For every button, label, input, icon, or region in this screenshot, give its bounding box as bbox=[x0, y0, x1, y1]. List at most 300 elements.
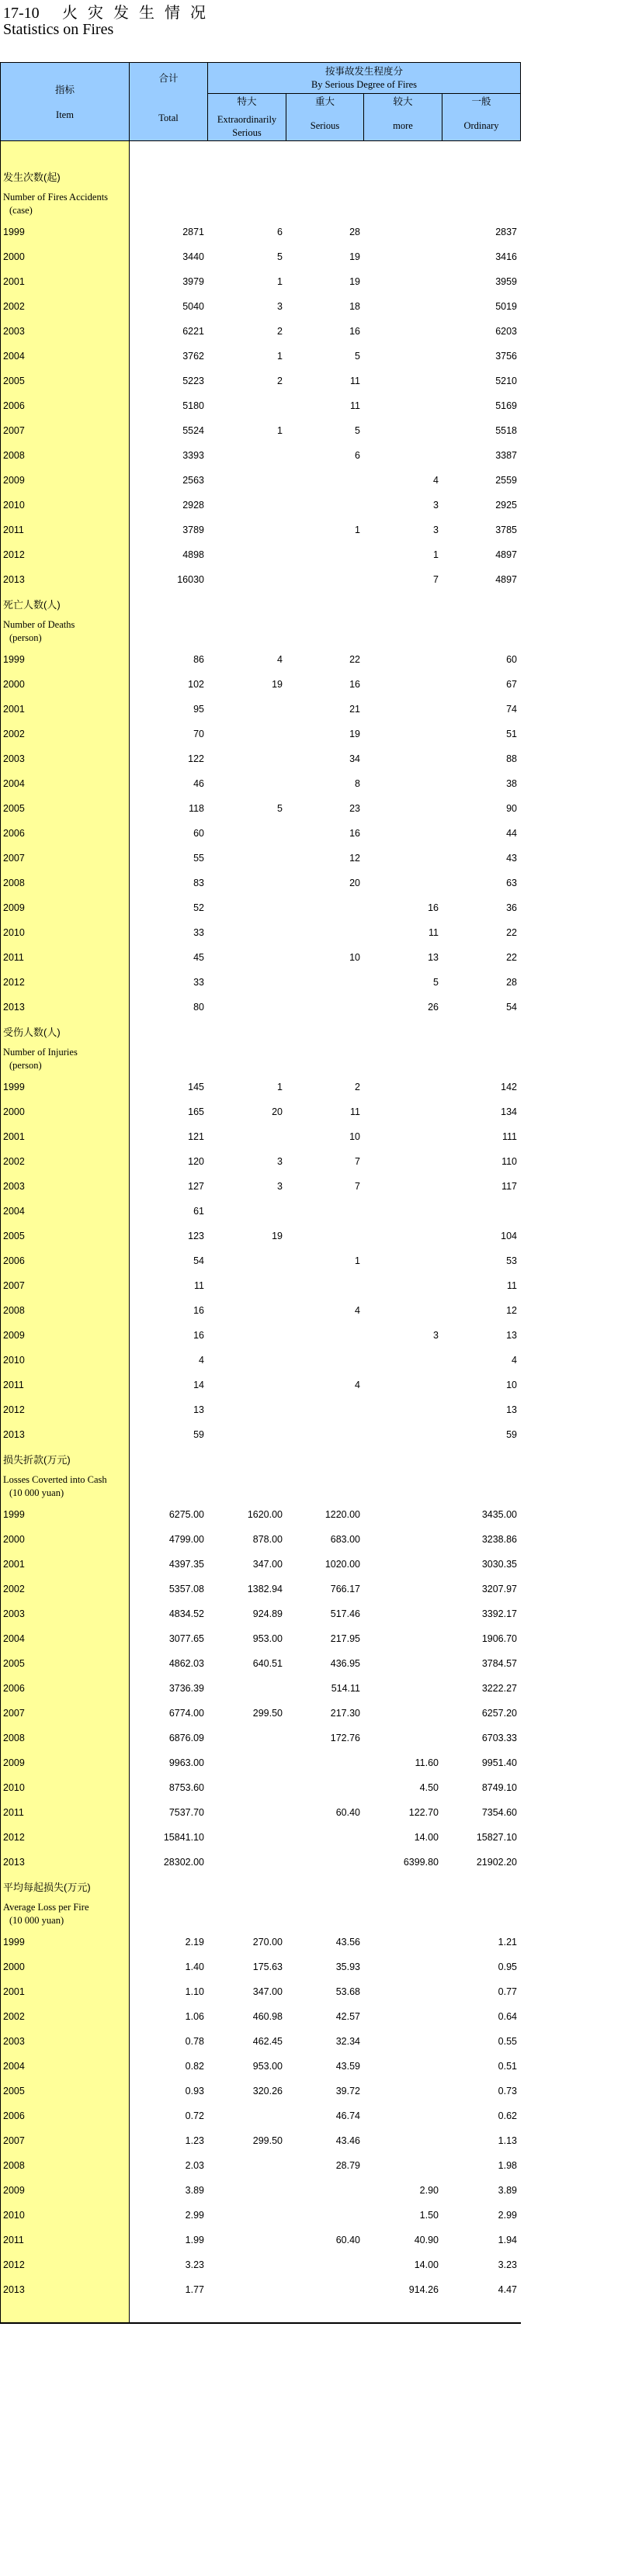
table-row bbox=[0, 244, 521, 269]
serious-cell: 5 bbox=[355, 351, 360, 362]
header-group-chinese: 按事故发生程度分 bbox=[324, 66, 403, 77]
ordinary-cell: 0.77 bbox=[498, 1986, 517, 1997]
serious-cell bbox=[286, 1422, 364, 1447]
serious-cell: 6 bbox=[355, 450, 360, 461]
year-cell: 2009 bbox=[3, 2185, 25, 2196]
serious-cell: 1 bbox=[355, 1255, 360, 1266]
more-cell bbox=[364, 1601, 442, 1626]
year-cell: 1999 bbox=[3, 654, 25, 665]
total-cell: 0.93 bbox=[185, 2086, 204, 2096]
ordinary-cell: 15827.10 bbox=[476, 1832, 517, 1843]
ordinary-cell: 6257.20 bbox=[481, 1708, 517, 1719]
table-row bbox=[0, 821, 521, 846]
header-ordinary bbox=[442, 94, 521, 141]
year-cell: 2001 bbox=[3, 704, 25, 715]
ordinary-cell: 3416 bbox=[495, 251, 517, 262]
serious-cell: 23 bbox=[349, 803, 360, 814]
ordinary-cell: 43 bbox=[506, 853, 517, 864]
total-cell: 122 bbox=[188, 753, 204, 764]
total-cell: 33 bbox=[193, 927, 204, 938]
year-cell: 2013 bbox=[3, 574, 25, 585]
header-total bbox=[130, 63, 208, 141]
more-cell bbox=[364, 647, 442, 672]
more-cell bbox=[364, 2103, 442, 2128]
serious-cell: 43.56 bbox=[335, 1937, 360, 1948]
ordinary-cell: 0.73 bbox=[498, 2086, 517, 2096]
total-cell: 4834.52 bbox=[168, 1608, 204, 1619]
serious-cell: 217.95 bbox=[330, 1633, 360, 1644]
serious-cell: 5 bbox=[355, 425, 360, 436]
total-cell: 7537.70 bbox=[168, 1807, 204, 1818]
ordinary-cell: 4 bbox=[512, 1355, 517, 1366]
total-cell: 3979 bbox=[182, 276, 204, 287]
total-cell: 11 bbox=[194, 1280, 204, 1291]
ordinary-cell: 3785 bbox=[495, 525, 517, 535]
serious-cell: 11 bbox=[350, 400, 360, 411]
ordinary-cell: 60 bbox=[506, 654, 517, 665]
extraordinarily-serious-cell bbox=[208, 771, 286, 796]
serious-cell: 514.11 bbox=[331, 1683, 360, 1694]
ordinary-cell: 111 bbox=[501, 1131, 517, 1142]
more-cell bbox=[364, 1577, 442, 1601]
total-cell: 4397.35 bbox=[168, 1559, 204, 1570]
header-column-english: more bbox=[393, 120, 413, 131]
more-cell bbox=[364, 1502, 442, 1527]
more-cell bbox=[364, 821, 442, 846]
year-cell: 2007 bbox=[3, 2135, 25, 2146]
serious-cell bbox=[286, 468, 364, 493]
table-body bbox=[0, 141, 521, 2324]
serious-cell bbox=[286, 567, 364, 592]
section-title: 受伤人数(人) bbox=[3, 1027, 61, 1038]
total-cell: 13 bbox=[193, 1404, 204, 1415]
year-cell: 2002 bbox=[3, 729, 25, 739]
table-row bbox=[0, 1224, 521, 1248]
serious-cell: 43.46 bbox=[335, 2135, 360, 2146]
table-row bbox=[0, 1373, 521, 1397]
ordinary-cell: 3756 bbox=[495, 351, 517, 362]
more-cell bbox=[364, 2054, 442, 2079]
header-item bbox=[0, 63, 130, 141]
more-cell: 16 bbox=[428, 902, 439, 913]
year-cell: 2011 bbox=[3, 2235, 24, 2245]
table-row bbox=[0, 1651, 521, 1676]
ordinary-cell: 3238.86 bbox=[481, 1534, 517, 1545]
extraordinarily-serious-cell bbox=[208, 2252, 286, 2277]
extraordinarily-serious-cell bbox=[208, 567, 286, 592]
more-cell bbox=[364, 1273, 442, 1298]
section-losses bbox=[0, 1447, 521, 1875]
year-cell: 2008 bbox=[3, 878, 25, 888]
ordinary-cell: 51 bbox=[506, 729, 517, 739]
table-row bbox=[0, 294, 521, 319]
more-cell bbox=[364, 2004, 442, 2029]
total-cell: 33 bbox=[193, 977, 204, 988]
extraordinarily-serious-cell bbox=[208, 1323, 286, 1348]
more-cell: 13 bbox=[428, 952, 439, 963]
more-cell bbox=[364, 1099, 442, 1124]
more-cell bbox=[364, 393, 442, 418]
header-column-chinese: 较大 bbox=[393, 96, 413, 107]
serious-cell: 1 bbox=[355, 525, 360, 535]
ordinary-cell: 2925 bbox=[495, 500, 517, 511]
table-row bbox=[0, 1298, 521, 1323]
section-english-name: Number of Injuries bbox=[3, 1047, 78, 1058]
ordinary-cell: 6703.33 bbox=[481, 1733, 517, 1743]
year-cell: 2004 bbox=[3, 778, 25, 789]
table-row bbox=[0, 1124, 521, 1149]
year-cell: 2012 bbox=[3, 1404, 25, 1415]
header-total-chinese: 合计 bbox=[158, 73, 179, 84]
ordinary-cell: 13 bbox=[506, 1330, 517, 1341]
table-row bbox=[0, 1955, 521, 1979]
extraordinarily-serious-cell: 5 bbox=[277, 251, 283, 262]
total-cell: 5524 bbox=[182, 425, 204, 436]
ordinary-cell: 0.64 bbox=[498, 2011, 517, 2022]
extraordinarily-serious-cell bbox=[208, 1199, 286, 1224]
serious-cell: 7 bbox=[355, 1156, 360, 1167]
header-column-english: Extraordinarily Serious bbox=[217, 113, 277, 138]
year-cell: 2006 bbox=[3, 400, 25, 411]
year-cell: 2009 bbox=[3, 475, 25, 486]
table-row bbox=[0, 567, 521, 592]
section-unit: (person) bbox=[9, 632, 42, 643]
total-cell: 9963.00 bbox=[168, 1757, 204, 1768]
table-row bbox=[0, 468, 521, 493]
more-cell bbox=[364, 1422, 442, 1447]
total-cell: 70 bbox=[193, 729, 204, 739]
table-row bbox=[0, 418, 521, 443]
extraordinarily-serious-cell bbox=[208, 2228, 286, 2252]
ordinary-cell: 2837 bbox=[495, 227, 517, 237]
extraordinarily-serious-cell bbox=[208, 945, 286, 970]
extraordinarily-serious-cell bbox=[208, 443, 286, 468]
ordinary-cell: 3959 bbox=[495, 276, 517, 287]
year-cell: 2003 bbox=[3, 2036, 25, 2047]
table-row bbox=[0, 1397, 521, 1422]
ordinary-cell: 117 bbox=[501, 1181, 517, 1192]
section-unit: (person) bbox=[9, 1060, 42, 1071]
ordinary-cell: 3.89 bbox=[498, 2185, 517, 2196]
total-cell: 46 bbox=[193, 778, 204, 789]
table-row bbox=[0, 393, 521, 418]
total-cell: 3077.65 bbox=[168, 1633, 204, 1644]
total-cell: 3736.39 bbox=[168, 1683, 204, 1694]
table-row bbox=[0, 1800, 521, 1825]
total-cell: 3789 bbox=[182, 525, 204, 535]
section-english-name: Number of Deaths bbox=[3, 619, 75, 630]
year-cell: 2009 bbox=[3, 1330, 25, 1341]
total-cell: 54 bbox=[193, 1255, 204, 1266]
table-row bbox=[0, 1273, 521, 1298]
total-cell: 80 bbox=[193, 1002, 204, 1013]
year-cell: 2000 bbox=[3, 1106, 25, 1117]
year-cell: 2007 bbox=[3, 1280, 25, 1291]
ordinary-cell: 2.99 bbox=[498, 2210, 517, 2221]
year-cell: 2012 bbox=[3, 2259, 25, 2270]
year-cell: 2011 bbox=[3, 952, 24, 963]
section-deaths bbox=[0, 592, 521, 1020]
more-cell bbox=[364, 697, 442, 722]
table-row bbox=[0, 722, 521, 746]
year-cell: 2002 bbox=[3, 1584, 25, 1594]
extraordinarily-serious-cell bbox=[208, 920, 286, 945]
table-row bbox=[0, 2203, 521, 2228]
year-cell: 2005 bbox=[3, 803, 25, 814]
ordinary-cell: 110 bbox=[501, 1156, 517, 1167]
extraordinarily-serious-cell bbox=[208, 970, 286, 995]
extraordinarily-serious-cell: 2 bbox=[277, 326, 283, 337]
table-row bbox=[0, 895, 521, 920]
ordinary-cell: 21902.20 bbox=[476, 1857, 517, 1868]
extraordinarily-serious-cell bbox=[208, 542, 286, 567]
table-row bbox=[0, 2228, 521, 2252]
section-unit: (case) bbox=[9, 205, 33, 216]
extraordinarily-serious-cell: 20 bbox=[272, 1106, 283, 1117]
year-cell: 2009 bbox=[3, 902, 25, 913]
ordinary-cell: 3387 bbox=[495, 450, 517, 461]
serious-cell: 53.68 bbox=[335, 1986, 360, 1997]
table-row bbox=[0, 2252, 521, 2277]
serious-cell bbox=[286, 2203, 364, 2228]
total-cell: 1.10 bbox=[185, 1986, 204, 1997]
section-english-name: Losses Coverted into Cash bbox=[3, 1474, 107, 1485]
more-cell bbox=[364, 1552, 442, 1577]
extraordinarily-serious-cell bbox=[208, 995, 286, 1020]
serious-cell bbox=[286, 970, 364, 995]
table-number: 17-10 bbox=[3, 5, 40, 22]
extraordinarily-serious-cell bbox=[208, 393, 286, 418]
table-header bbox=[0, 62, 521, 141]
total-cell: 0.78 bbox=[185, 2036, 204, 2047]
header-extraordinarily-serious bbox=[208, 94, 286, 141]
more-cell: 5 bbox=[433, 977, 439, 988]
total-cell: 1.06 bbox=[185, 2011, 204, 2022]
fires-statistics-table bbox=[0, 62, 521, 2324]
extraordinarily-serious-cell bbox=[208, 518, 286, 542]
extraordinarily-serious-cell bbox=[208, 1825, 286, 1850]
extraordinarily-serious-cell: 640.51 bbox=[252, 1658, 283, 1669]
year-cell: 2003 bbox=[3, 753, 25, 764]
table-row bbox=[0, 1099, 521, 1124]
ordinary-cell: 44 bbox=[506, 828, 517, 839]
serious-cell: 11 bbox=[350, 1106, 360, 1117]
more-cell bbox=[364, 1651, 442, 1676]
extraordinarily-serious-cell bbox=[208, 1726, 286, 1750]
serious-cell: 22 bbox=[349, 654, 360, 665]
more-cell: 4 bbox=[433, 475, 439, 486]
section-title: 平均每起损失(万元) bbox=[3, 1882, 91, 1893]
table-row bbox=[0, 1149, 521, 1174]
extraordinarily-serious-cell bbox=[208, 1348, 286, 1373]
ordinary-cell: 6203 bbox=[495, 326, 517, 337]
ordinary-cell: 12 bbox=[506, 1305, 517, 1316]
section-injuries bbox=[0, 1020, 521, 1447]
table-row bbox=[0, 493, 521, 518]
section-unit: (10 000 yuan) bbox=[9, 1915, 64, 1926]
more-cell: 11.60 bbox=[415, 1757, 439, 1768]
table-row bbox=[0, 920, 521, 945]
total-cell: 2563 bbox=[182, 475, 204, 486]
serious-cell: 11 bbox=[350, 376, 360, 386]
more-cell bbox=[364, 2029, 442, 2054]
extraordinarily-serious-cell: 19 bbox=[272, 679, 283, 690]
table-row bbox=[0, 369, 521, 393]
year-cell: 2007 bbox=[3, 853, 25, 864]
year-cell: 2013 bbox=[3, 1429, 25, 1440]
serious-cell: 10 bbox=[349, 1131, 360, 1142]
table-row bbox=[0, 945, 521, 970]
year-cell: 2005 bbox=[3, 1231, 25, 1241]
extraordinarily-serious-cell: 3 bbox=[277, 1156, 283, 1167]
total-cell: 5223 bbox=[182, 376, 204, 386]
section-unit: (10 000 yuan) bbox=[9, 1487, 64, 1498]
more-cell bbox=[364, 1626, 442, 1651]
serious-cell: 10 bbox=[349, 952, 360, 963]
table-row bbox=[0, 1174, 521, 1199]
year-cell: 2005 bbox=[3, 1658, 25, 1669]
table-row bbox=[0, 2103, 521, 2128]
total-cell: 6876.09 bbox=[168, 1733, 204, 1743]
ordinary-cell: 53 bbox=[506, 1255, 517, 1266]
extraordinarily-serious-cell: 1620.00 bbox=[247, 1509, 283, 1520]
total-cell: 83 bbox=[193, 878, 204, 888]
total-cell: 14 bbox=[193, 1380, 204, 1390]
extraordinarily-serious-cell: 1 bbox=[277, 425, 283, 436]
header-item-chinese: 指标 bbox=[54, 85, 75, 95]
more-cell bbox=[364, 1298, 442, 1323]
ordinary-cell: 3222.27 bbox=[481, 1683, 517, 1694]
more-cell bbox=[364, 220, 442, 244]
header-column-english: Ordinary bbox=[463, 120, 499, 131]
table-row bbox=[0, 2277, 521, 2302]
total-cell: 16 bbox=[193, 1330, 204, 1341]
section-english-label bbox=[0, 618, 521, 647]
serious-cell: 20 bbox=[349, 878, 360, 888]
table-row bbox=[0, 1825, 521, 1850]
more-cell bbox=[364, 1248, 442, 1273]
serious-cell: 46.74 bbox=[335, 2110, 360, 2121]
more-cell: 11 bbox=[429, 927, 439, 938]
year-cell: 2010 bbox=[3, 927, 25, 938]
table-row bbox=[0, 1199, 521, 1224]
table-row bbox=[0, 2128, 521, 2153]
year-cell: 2012 bbox=[3, 977, 25, 988]
ordinary-cell: 74 bbox=[506, 704, 517, 715]
total-cell: 59 bbox=[193, 1429, 204, 1440]
year-cell: 2005 bbox=[3, 2086, 25, 2096]
extraordinarily-serious-cell bbox=[208, 468, 286, 493]
table-title-chinese: 火灾发生情况 bbox=[62, 5, 216, 22]
table-row bbox=[0, 2178, 521, 2203]
more-cell bbox=[364, 1373, 442, 1397]
serious-cell: 8 bbox=[355, 778, 360, 789]
table-row bbox=[0, 1422, 521, 1447]
year-cell: 2001 bbox=[3, 1986, 25, 1997]
serious-cell bbox=[286, 1273, 364, 1298]
ordinary-cell: 8749.10 bbox=[481, 1782, 517, 1793]
ordinary-cell: 22 bbox=[506, 952, 517, 963]
ordinary-cell: 3392.17 bbox=[481, 1608, 517, 1619]
year-cell: 2003 bbox=[3, 1181, 25, 1192]
table-row bbox=[0, 1626, 521, 1651]
total-cell: 2.19 bbox=[185, 1937, 204, 1948]
total-cell: 4 bbox=[199, 1355, 204, 1366]
more-cell bbox=[364, 722, 442, 746]
table-row bbox=[0, 1850, 521, 1875]
extraordinarily-serious-cell bbox=[208, 1676, 286, 1701]
extraordinarily-serious-cell bbox=[208, 846, 286, 871]
more-cell bbox=[364, 1174, 442, 1199]
table-title bbox=[3, 5, 216, 22]
ordinary-cell: 1.13 bbox=[498, 2135, 517, 2146]
section-english-label bbox=[0, 1473, 521, 1502]
ordinary-cell: 22 bbox=[506, 927, 517, 938]
more-cell bbox=[364, 319, 442, 344]
total-cell: 118 bbox=[189, 803, 204, 814]
total-cell: 4799.00 bbox=[168, 1534, 204, 1545]
serious-cell: 436.95 bbox=[330, 1658, 360, 1669]
serious-cell: 19 bbox=[349, 276, 360, 287]
serious-cell: 16 bbox=[349, 326, 360, 337]
ordinary-cell: 67 bbox=[506, 679, 517, 690]
ordinary-cell: 4.47 bbox=[498, 2284, 517, 2295]
total-cell: 16030 bbox=[177, 574, 204, 585]
extraordinarily-serious-cell bbox=[208, 1298, 286, 1323]
more-cell: 40.90 bbox=[414, 2235, 439, 2245]
total-cell: 4862.03 bbox=[168, 1658, 204, 1669]
ordinary-cell: 0.62 bbox=[498, 2110, 517, 2121]
year-cell: 2003 bbox=[3, 326, 25, 337]
header-column-chinese: 重大 bbox=[314, 96, 335, 107]
ordinary-cell bbox=[442, 1199, 521, 1224]
header-column-chinese: 特大 bbox=[237, 96, 257, 107]
extraordinarily-serious-cell bbox=[208, 871, 286, 895]
total-cell: 60 bbox=[193, 828, 204, 839]
more-cell: 914.26 bbox=[408, 2284, 439, 2295]
table-row bbox=[0, 269, 521, 294]
section-english-label bbox=[0, 1045, 521, 1075]
serious-cell: 517.46 bbox=[330, 1608, 360, 1619]
total-cell: 3762 bbox=[182, 351, 204, 362]
more-cell bbox=[364, 1124, 442, 1149]
more-cell: 14.00 bbox=[414, 2259, 439, 2270]
extraordinarily-serious-cell bbox=[208, 2153, 286, 2178]
more-cell bbox=[364, 1701, 442, 1726]
serious-cell bbox=[286, 1199, 364, 1224]
more-cell: 1.50 bbox=[419, 2210, 439, 2221]
table-row bbox=[0, 1323, 521, 1348]
year-cell: 1999 bbox=[3, 1937, 25, 1948]
total-cell: 8753.60 bbox=[168, 1782, 204, 1793]
total-cell: 120 bbox=[188, 1156, 204, 1167]
table-row bbox=[0, 220, 521, 244]
year-cell: 2008 bbox=[3, 1305, 25, 1316]
ordinary-cell: 1906.70 bbox=[481, 1633, 517, 1644]
year-cell: 2004 bbox=[3, 1633, 25, 1644]
table-row bbox=[0, 697, 521, 722]
more-cell bbox=[364, 1930, 442, 1955]
serious-cell: 32.34 bbox=[335, 2036, 360, 2047]
more-cell bbox=[364, 2128, 442, 2153]
table-row bbox=[0, 1930, 521, 1955]
more-cell bbox=[364, 2153, 442, 2178]
serious-cell bbox=[286, 1348, 364, 1373]
serious-cell: 172.76 bbox=[330, 1733, 360, 1743]
header-column-english: Serious bbox=[310, 120, 340, 131]
total-cell: 3.23 bbox=[185, 2259, 204, 2270]
total-cell: 0.82 bbox=[185, 2061, 204, 2072]
